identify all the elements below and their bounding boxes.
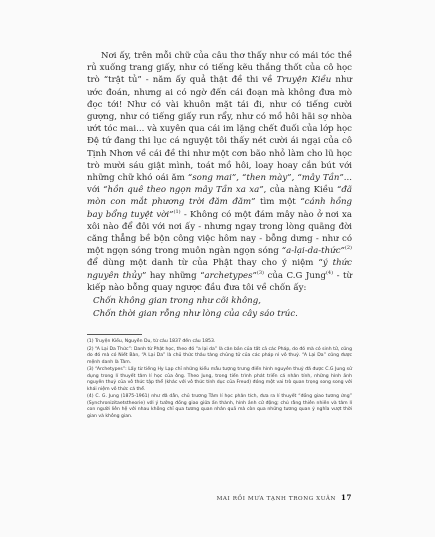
body-italic: “song mai”, “then mày”, “mây Tần” [187, 173, 344, 184]
verse-line: Chốn thời gian rỗng như lòng của cây sáo trúc. [93, 309, 298, 320]
body-text: như ước đoán, nhưng ai có ngờ đến cái đoạn mà không đưa mò đọc tới! Như có vài khuôn mặt tái đi, như có tiếng cười gượng, như có tiếng giấy run rẩy, như có mồ hôi hãi sợ nhòa ướt tóc mai... và xuyên qua cái im lặng chết đuối của lớp học Đệ tứ đang thi lục cá nguyệt tôi thấy nét cười ái ngại của cô Tịnh Nhơn về cái đề thi như một cơn bão nhỏ làm cho lũ học trò mười sáu giật mình, toát mồ hôi, loay hoay cắn bút với những chữ khó oái ăm [87, 75, 353, 184]
footnote-ref: (4) [325, 269, 334, 276]
verse-line: Chốn không gian trong như cõi không, [93, 296, 261, 307]
body-italic: “a-lại-da-thức” [281, 246, 345, 257]
footnote: (1) Truyện Kiều, Nguyễn Du, từ câu 1837 đến câu 1853. [87, 339, 216, 345]
footnote: (4) C. G. Jung (1875-1961) như đã dẫn, chủ trương Tâm lí học phân tích, đưa ra lí thuyết “đồng giao tương ứng” (Synchronizitaetstheorie) với ý tưởng đồng giao giữa ấn thành, hình ảnh cử động; chú rằng thiên nhiên và tâm lí con người liên hệ với nhau không chỉ qua tương quan nhân quả mà còn qua những tương quan ý nghĩa vượt thời gian và không gian. [87, 394, 352, 419]
body-text: để dùng một danh từ của Phật thay cho ý niệm “ [87, 258, 323, 269]
footnote-divider [87, 334, 142, 335]
page-number: 17 [341, 493, 352, 502]
footnote-ref: (1) [173, 208, 181, 215]
body-text: tìm một [255, 197, 301, 208]
body-text: ... với [87, 173, 352, 196]
footnote-ref: (2) [344, 245, 352, 252]
body-paragraph [87, 50, 352, 294]
running-footer [87, 493, 352, 502]
body-italic: archetypes [204, 270, 253, 281]
body-text: ” [252, 270, 257, 281]
body-italic: “hồn quê theo ngọn mây Tần xa xa” [103, 185, 264, 196]
running-title: MAI RỒI MƯA TẠNH TRONG XUÂN [216, 496, 337, 502]
body-italic: “đã mòn con mắt phương trời đăm đăm” [87, 185, 352, 208]
footnote-ref: (3) [256, 269, 264, 276]
body-text: ” hay những “ [141, 270, 205, 281]
footnote: (2) “A Lại Da Thức”: Danh từ Phật học, theo đó “a lại da” là căn bản của tất cả các Pháp, do đó mà có sinh tử, cũng do đó mà có Niết Bàn, “A Lại Da” là chủ thức thâu tàng chủng tử của các pháp nì vô thuỷ. “A Lại Da” cũng được mệnh danh là Tâm. [87, 347, 352, 365]
footnote: (3) “Archetypes”: Lấy từ tiếng Hy Lạp chỉ những kiểu mẫu tượng trưng điển hình nguyên thuỷ đã được C.G Jung sử dụng trong lí thuyết tâm lí học của ông. Theo Jung, trong tiến trình phát triển cá nhân tính, những hình ảnh nguyên thuỷ của vô thức tập thể (khác với vô thức tính dục của Freud) đóng một vai trò quan trọng song song với khái niệm vô thức cá thể. [87, 367, 352, 392]
body-text: của C.G Jung [264, 270, 326, 281]
body-italic: ý thức nguyên thủy [87, 258, 352, 281]
body-italic: Truyện Kiều [276, 75, 332, 86]
body-text: Nơi ấy, trên mỗi chữ của câu thơ thấy như có mái tóc thề rủ xuống trang giấy, như có tiếng kẽu thắng thốt của cô học trò “trật tủ” - năm ấy quả thật đề thi về [87, 51, 352, 86]
body-text: , của nàng Kiều [263, 185, 337, 196]
body-text: - từ kiếp nào bỗng quay ngược đầu đưa tôi về chốn ấy: [87, 270, 353, 293]
book-page [87, 50, 352, 500]
body-italic: “cánh hồng bay bổng tuyệt vời” [87, 197, 353, 220]
footnotes [87, 339, 352, 419]
body-text: - Không có một đám mây nào ở nơi xa xôi nào để đôi với nơi ấy - nhưng ngay trong lòng quãng đời căng thẳng bề bộn công việc hôm nay - bỗng dưng - như có một ngọn sóng trong muôn ngàn ngọn sóng [87, 209, 352, 257]
